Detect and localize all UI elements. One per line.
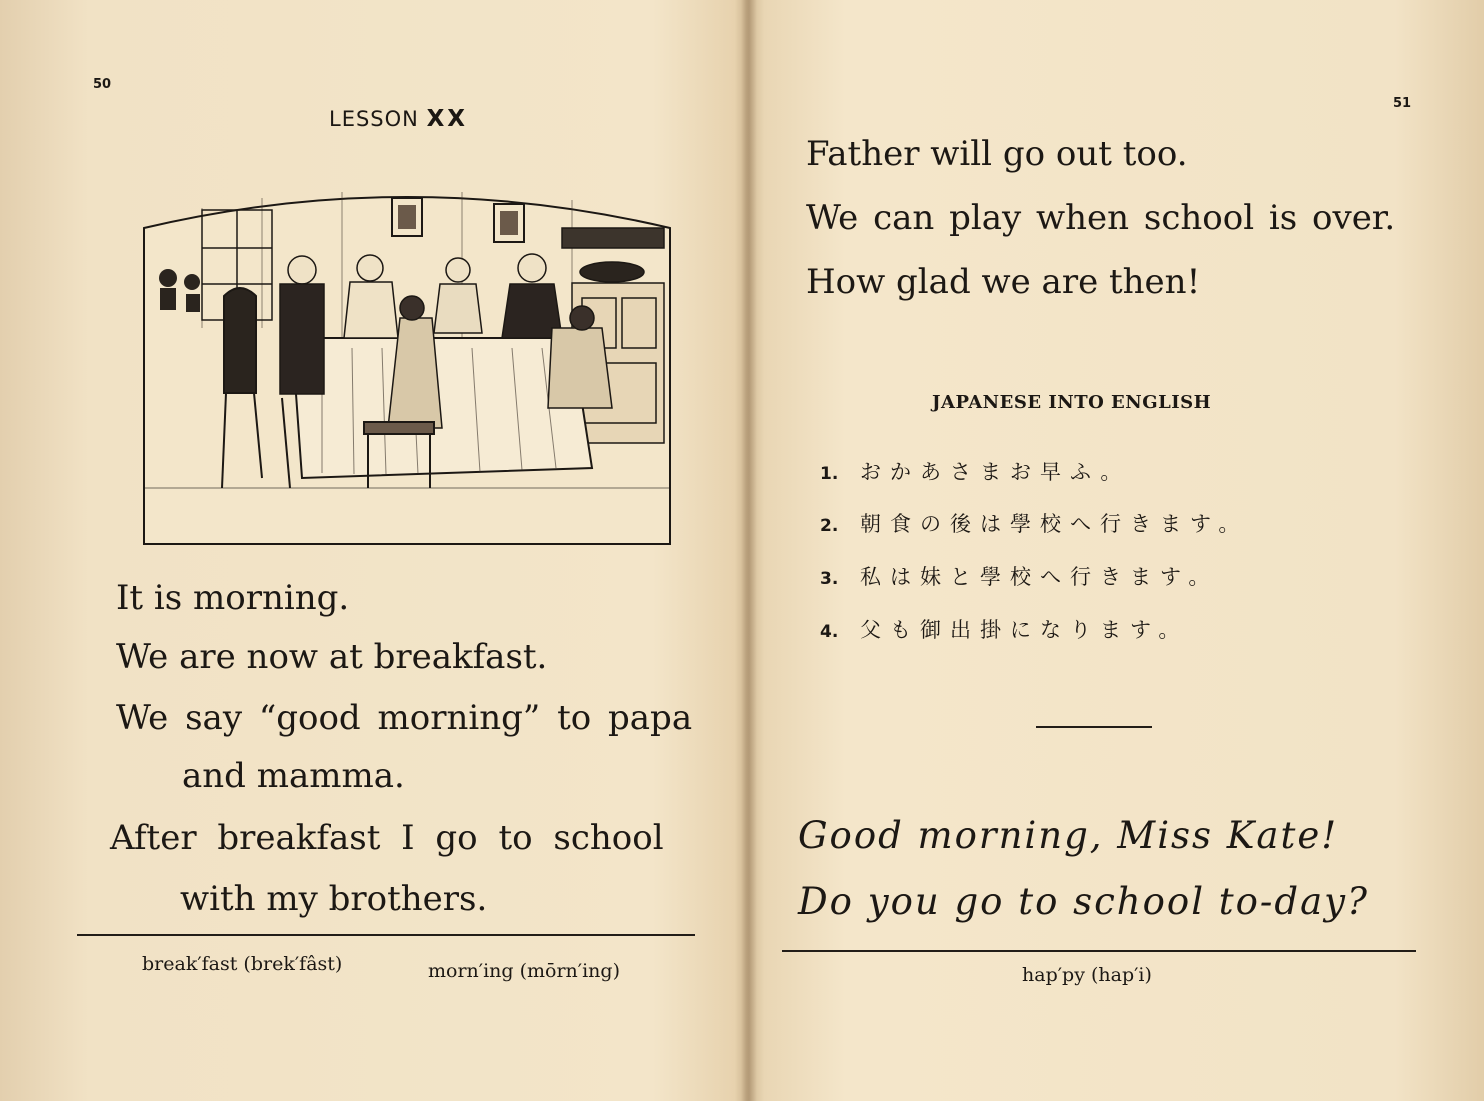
exercise-num-2: 2. <box>820 516 839 536</box>
exercise-item-3 <box>820 561 1218 591</box>
exercise-num-4: 4. <box>820 622 839 642</box>
footnote-breakfast: break′fast (brek′fâst) <box>142 953 343 975</box>
lesson-line-1: It is morning. <box>116 578 350 618</box>
footnote-morning: morn′ing (mōrn′ing) <box>428 960 620 982</box>
section-divider <box>1036 726 1152 728</box>
lesson-line-9: How glad we are then! <box>806 262 1201 302</box>
exercise-item-2 <box>820 508 1248 538</box>
lesson-line-8: We can play when school is over. <box>806 198 1396 238</box>
lesson-line-7: Father will go out too. <box>806 134 1188 174</box>
exercise-item-4 <box>820 614 1188 644</box>
script-line-1: Good morning, Miss Kate! <box>798 814 1339 857</box>
exercise-num-1: 1. <box>820 464 839 484</box>
lesson-line-2: We are now at breakfast. <box>116 637 548 677</box>
page-number-right: 51 <box>1393 96 1412 111</box>
exercise-text-4: 父も御出掛になります。 <box>860 618 1189 642</box>
breakfast-illustration <box>142 188 672 546</box>
exercise-heading: JAPANESE INTO ENGLISH <box>932 392 1212 413</box>
exercise-text-2: 朝食の後は學校へ行きます。 <box>860 512 1249 536</box>
lesson-line-5: After breakfast I go to school <box>110 818 664 858</box>
script-line-2: Do you go to school to-day? <box>798 880 1369 923</box>
lesson-title <box>329 106 468 132</box>
page-number-left: 50 <box>93 77 112 92</box>
lesson-numeral: XX <box>426 106 469 132</box>
footnote-rule-right <box>782 950 1416 952</box>
exercise-num-3: 3. <box>820 569 839 589</box>
book-gutter <box>741 0 757 1101</box>
lesson-line-3: We say “good morning” to papa <box>116 698 693 738</box>
lesson-label: LESSON <box>329 107 419 131</box>
lesson-line-6: with my brothers. <box>180 879 488 919</box>
exercise-text-3: 私は妹と學校へ行きます。 <box>860 565 1219 589</box>
table-drawing <box>292 338 592 478</box>
lesson-line-4: and mamma. <box>182 756 405 796</box>
footnote-rule-left <box>77 934 695 936</box>
footnote-happy: hap′py (hap′i) <box>1022 964 1152 986</box>
exercise-text-1: おかあさまお早ふ。 <box>860 460 1131 484</box>
exercise-item-1 <box>820 456 1130 486</box>
